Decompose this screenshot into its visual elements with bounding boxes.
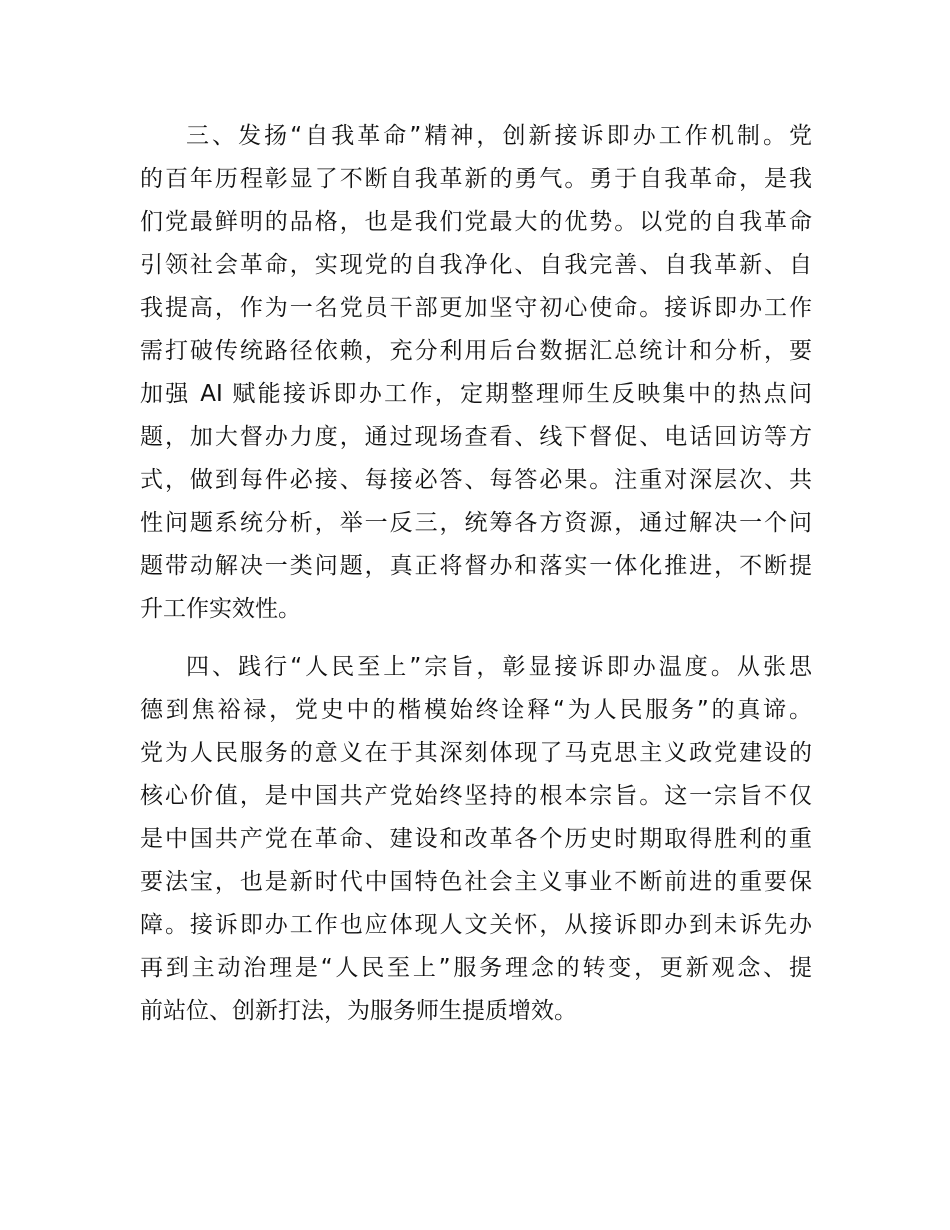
text-line: 题带动解决一类问题，真正将督办和落实一体化推进，不断提	[140, 553, 812, 579]
text-line: 再到主动治理是“人民至上”服务理念的转变，更新观念、提	[140, 955, 812, 981]
text-line: 的百年历程彰显了不断自我革新的勇气。勇于自我革命，是我	[140, 166, 812, 192]
text-line: 三、发扬“自我革命”精神，创新接诉即办工作机制。党	[186, 123, 812, 149]
paragraph-section-three	[140, 115, 812, 631]
text-line: 四、践行“人民至上”宗旨，彰显接诉即办温度。从张思	[186, 654, 812, 680]
text-line: 题，加大督办力度，通过现场查看、线下督促、电话回访等方	[140, 424, 812, 450]
text-line: 障。接诉即办工作也应体现人文关怀，从接诉即办到未诉先办	[140, 912, 812, 938]
text-line: 升工作实效性。	[140, 596, 301, 622]
text-line: 加强 AI 赋能接诉即办工作，定期整理师生反映集中的热点问	[140, 381, 812, 407]
document-page	[140, 115, 812, 1048]
text-line: 德到焦裕禄，党史中的楷模始终诠释“为人民服务”的真谛。	[140, 697, 812, 723]
text-line: 我提高，作为一名党员干部更加坚守初心使命。接诉即办工作	[140, 295, 812, 321]
paragraph-section-four	[140, 646, 812, 1033]
text-line: 前站位、创新打法，为服务师生提质增效。	[140, 998, 577, 1024]
text-line: 们党最鲜明的品格，也是我们党最大的优势。以党的自我革命	[140, 209, 812, 235]
text-line: 需打破传统路径依赖，充分利用后台数据汇总统计和分析，要	[140, 338, 812, 364]
text-line: 性问题系统分析，举一反三，统筹各方资源，通过解决一个问	[140, 510, 812, 536]
text-line: 式，做到每件必接、每接必答、每答必果。注重对深层次、共	[140, 467, 812, 493]
text-line: 党为人民服务的意义在于其深刻体现了马克思主义政党建设的	[140, 740, 812, 766]
text-line: 是中国共产党在革命、建设和改革各个历史时期取得胜利的重	[140, 826, 812, 852]
text-line: 引领社会革命，实现党的自我净化、自我完善、自我革新、自	[140, 252, 812, 278]
text-line: 要法宝，也是新时代中国特色社会主义事业不断前进的重要保	[140, 869, 812, 895]
text-line: 核心价值，是中国共产党始终坚持的根本宗旨。这一宗旨不仅	[140, 783, 812, 809]
